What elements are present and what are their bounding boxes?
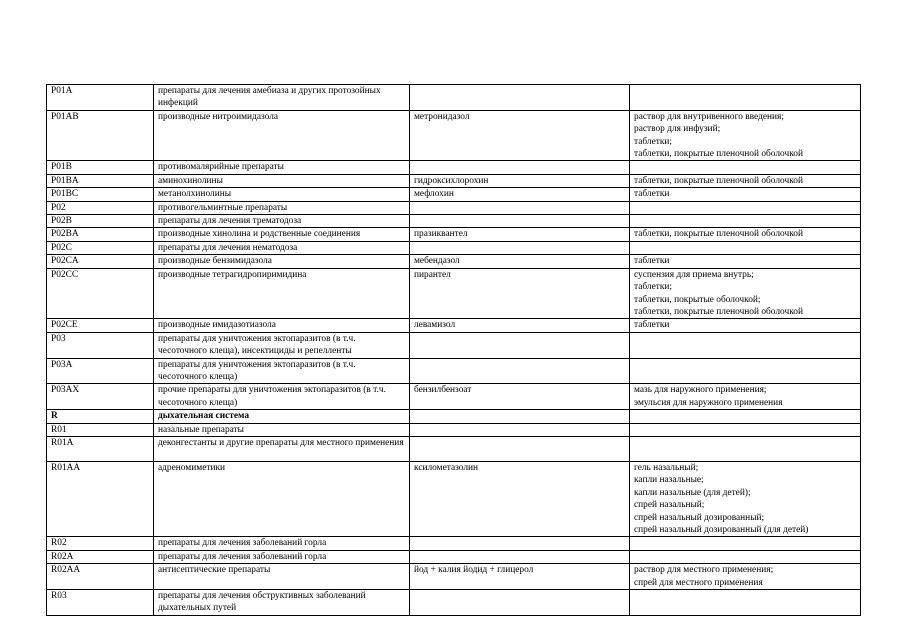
inn-cell [410,410,630,423]
table-row [47,423,861,436]
atc-code-cell: P03 [47,332,154,358]
dosage-forms-cell [630,461,861,536]
dosage-form-line: таблетки [634,320,670,331]
dosage-form-line: таблетки [634,189,670,200]
group-name-cell: противомалярийные препараты [154,161,410,174]
table-row [47,332,861,358]
dosage-form-line: таблетки, покрытые пленочной оболочкой [634,229,803,240]
atc-code-cell: R01 [47,423,154,436]
inn-cell: левамизол [410,319,630,332]
drug-table [46,84,861,616]
table-row [47,110,861,161]
inn-cell: празиквантел [410,228,630,241]
group-name-cell: прочие препараты для уничтожения эктопаразитов (в т.ч. чесоточного клеща) [154,384,410,410]
inn-cell: гидроксихлорохин [410,174,630,187]
table-row [47,436,861,461]
dosage-forms-cell [630,358,861,384]
dosage-forms-cell [630,241,861,254]
dosage-form-line: таблетки, покрытые пленочной оболочкой [634,149,803,160]
dosage-forms-cell [630,537,861,550]
dosage-form-line: таблетки, покрытые пленочной оболочкой [634,306,803,317]
dosage-forms-cell [630,384,861,410]
atc-code-cell: P02CC [47,268,154,319]
dosage-forms-cell [630,564,861,590]
dosage-form-line: спрей назальный дозированный; [634,512,765,523]
atc-code-cell: P02 [47,201,154,214]
table-row [47,174,861,187]
inn-cell [410,423,630,436]
dosage-form-line: раствор для местного применения; [634,565,774,576]
table-row [47,241,861,254]
dosage-forms-cell [630,188,861,201]
table-row [47,161,861,174]
dosage-form-line: спрей назальный дозированный (для детей) [634,525,809,535]
dosage-form-line: мазь для наружного применения; [634,385,767,396]
table-row [47,201,861,214]
group-name-cell: производные бензимидазола [154,255,410,268]
inn-cell [410,161,630,174]
atc-code-cell: P02CE [47,319,154,332]
group-name-cell: производные нитроимидазола [154,110,410,161]
table-row [47,358,861,384]
group-name-cell: назальные препараты [154,423,410,436]
dosage-forms-cell [630,228,861,241]
table-row [47,85,861,111]
atc-code-cell: P01A [47,85,154,111]
dosage-form-line: таблетки, покрытые оболочкой; [634,294,761,305]
dosage-forms-cell [630,332,861,358]
dosage-form-line: спрей назальный; [634,500,705,511]
group-name-cell: препараты для уничтожения эктопаразитов (в т.ч. чесоточного клеща), инсектициды и репелленты [154,332,410,358]
atc-code-cell: R03 [47,590,154,616]
inn-cell: бензилбензоат [410,384,630,410]
atc-code-cell: P03A [47,358,154,384]
atc-code-cell: R [47,410,154,423]
table-row [47,590,861,616]
dosage-form-line: гель назальный; [634,462,699,473]
atc-code-cell: R01A [47,436,154,461]
atc-code-cell: R01AA [47,461,154,536]
dosage-form-line: таблетки [634,256,670,267]
inn-cell [410,85,630,111]
inn-cell [410,358,630,384]
inn-cell [410,537,630,550]
inn-cell [410,215,630,228]
inn-cell: пирантел [410,268,630,319]
inn-cell: йод + калия йодид + глицерол [410,564,630,590]
group-name-cell: препараты для лечения заболеваний горла [154,537,410,550]
atc-code-cell: R02A [47,550,154,563]
dosage-form-line: таблетки; [634,282,673,293]
dosage-form-line: раствор для внутривенного введения; [634,111,784,122]
dosage-forms-cell [630,550,861,563]
group-name-cell: антисептические препараты [154,564,410,590]
group-name-cell: метанолхинолины [154,188,410,201]
table-row [47,410,861,423]
dosage-forms-cell [630,268,861,319]
atc-code-cell: P02B [47,215,154,228]
dosage-forms-cell [630,110,861,161]
dosage-form-line: таблетки, покрытые пленочной оболочкой [634,175,803,186]
dosage-forms-cell [630,215,861,228]
group-name-cell: препараты для лечения нематодоза [154,241,410,254]
group-name-cell: деконгестанты и другие препараты для местного применения [154,436,410,461]
table-row [47,537,861,550]
atc-code-cell: R02 [47,537,154,550]
table-row [47,564,861,590]
group-name-cell: аминохинолины [154,174,410,187]
dosage-forms-cell [630,174,861,187]
table-row [47,461,861,536]
group-name-cell: производные хинолина и родственные соединения [154,228,410,241]
atc-code-cell: R02AA [47,564,154,590]
inn-cell: метронидазол [410,110,630,161]
inn-cell: мебендазол [410,255,630,268]
group-name-cell: препараты для лечения трематодоза [154,215,410,228]
group-name-cell: препараты для уничтожения эктопаразитов (в т.ч. чесоточного клеща) [154,358,410,384]
group-name-cell: производные тетрагидропиримидина [154,268,410,319]
dosage-forms-cell [630,255,861,268]
dosage-forms-cell [630,161,861,174]
table-row [47,255,861,268]
atc-code-cell: P02BA [47,228,154,241]
table-row [47,228,861,241]
table-row [47,268,861,319]
table-row [47,384,861,410]
inn-cell [410,201,630,214]
group-name-cell: адреномиметики [154,461,410,536]
dosage-forms-cell [630,590,861,616]
inn-cell [410,332,630,358]
inn-cell [410,436,630,461]
atc-code-cell: P02C [47,241,154,254]
inn-cell [410,241,630,254]
dosage-form-line: суспензия для приема внутрь; [634,269,754,280]
atc-code-cell: P01BC [47,188,154,201]
atc-code-cell: P01BA [47,174,154,187]
dosage-forms-cell [630,410,861,423]
atc-code-cell: P01B [47,161,154,174]
dosage-forms-cell [630,85,861,111]
dosage-forms-cell [630,201,861,214]
inn-cell: мефлохин [410,188,630,201]
group-name-cell: препараты для лечения амебиаза и других протозойных инфекций [154,85,410,111]
dosage-form-line: капли назальные; [634,475,704,486]
atc-code-cell: P02CA [47,255,154,268]
group-name-cell: препараты для лечения обструктивных заболеваний дыхательных путей [154,590,410,616]
dosage-form-line: таблетки; [634,136,673,147]
inn-cell [410,590,630,616]
dosage-forms-cell [630,319,861,332]
table-row [47,550,861,563]
dosage-form-line: эмульсия для наружного применения [634,397,783,408]
atc-code-cell: P01AB [47,110,154,161]
table-row [47,319,861,332]
group-name-cell: препараты для лечения заболеваний горла [154,550,410,563]
inn-cell: ксилометазолин [410,461,630,536]
group-name-cell: дыхательная система [154,410,410,423]
table-row [47,215,861,228]
dosage-forms-cell [630,436,861,461]
dosage-form-line: раствор для инфузий; [634,124,721,135]
dosage-form-line: капли назальные (для детей); [634,487,751,498]
table-row [47,188,861,201]
inn-cell [410,550,630,563]
dosage-form-line: спрей для местного применения [634,577,763,588]
group-name-cell: противогельминтные препараты [154,201,410,214]
dosage-forms-cell [630,423,861,436]
atc-code-cell: P03AX [47,384,154,410]
group-name-cell: производные имидазотиазола [154,319,410,332]
